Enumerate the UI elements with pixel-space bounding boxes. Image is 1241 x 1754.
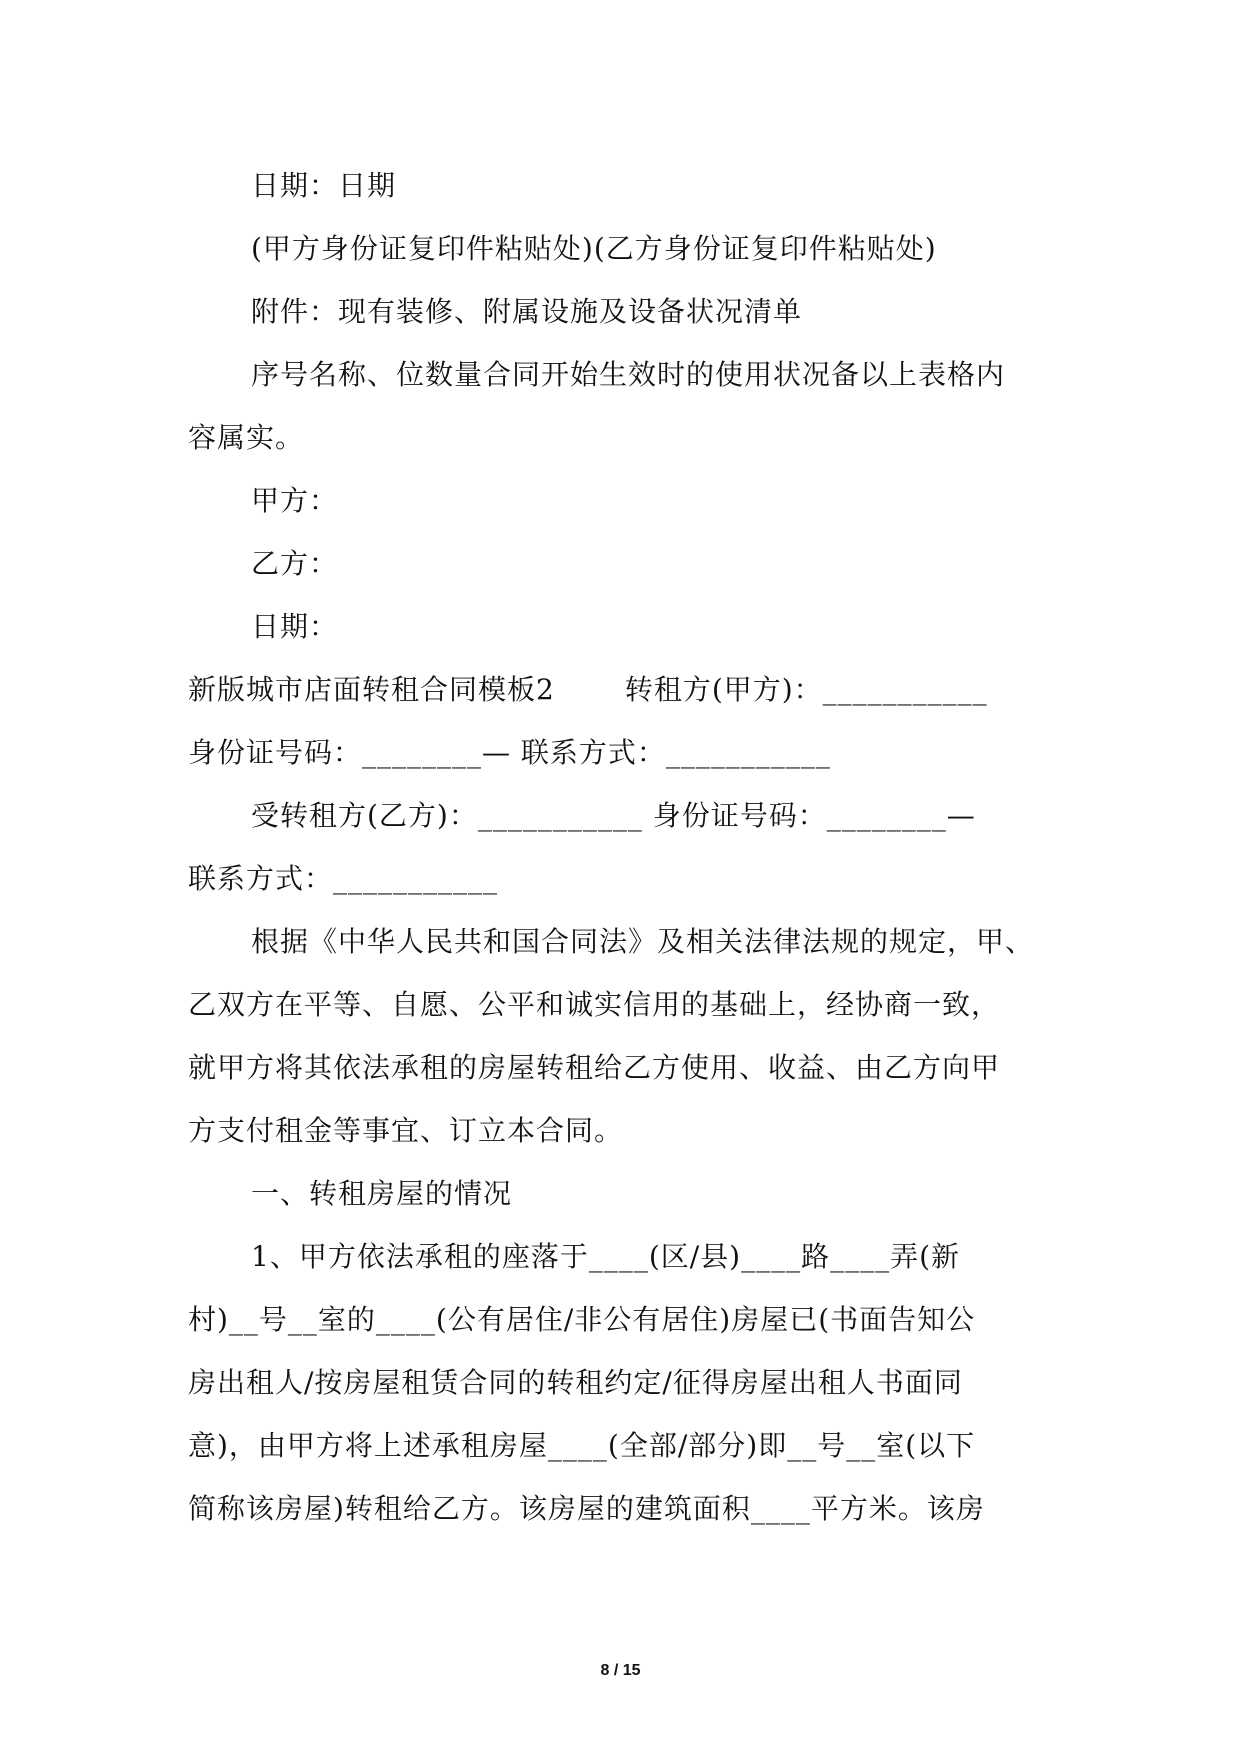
signature-label: 甲方：: [251, 484, 339, 517]
text-line: 联系方式：___________: [188, 862, 499, 895]
text-line: 房出租人/按房屋租赁合同的转租约定/征得房屋出租人书面同: [188, 1366, 963, 1399]
text-line: 村)__号__室的____(公有居住/非公有居住)房屋已(书面告知公: [188, 1303, 976, 1336]
text-line: 乙双方在平等、自愿、公平和诚实信用的基础上，经协商一致，: [188, 988, 1001, 1021]
lessor-field: 转租方(甲方)：___________: [624, 673, 988, 706]
page-number: 8 / 15: [600, 1662, 641, 1679]
text-line: 容属实。: [188, 421, 305, 454]
contract-title-line: [188, 658, 1056, 721]
text-line: 日期：日期: [251, 169, 397, 202]
text-line: 附件：现有装修、附属设施及设备状况清单: [251, 295, 803, 328]
text-line: (甲方身份证复印件粘贴处)(乙方身份证复印件粘贴处): [251, 232, 937, 265]
text-line: 就甲方将其依法承租的房屋转租给乙方使用、收益、由乙方向甲: [188, 1051, 1001, 1084]
contract-title: 新版城市店面转租合同模板2: [188, 673, 555, 706]
text-line: 身份证号码：________— 联系方式：___________: [188, 736, 831, 769]
text-line: 受转租方(乙方)：___________ 身份证号码：________—: [251, 799, 976, 832]
section-heading: 一、转租房屋的情况: [251, 1177, 513, 1210]
text-line: 1、甲方依法承租的座落于____(区/县)____路____弄(新: [251, 1240, 961, 1273]
text-line: 序号名称、位数量合同开始生效时的使用状况备以上表格内: [251, 358, 1006, 391]
text-line: 方支付租金等事宜、订立本合同。: [188, 1114, 624, 1147]
text-line: 根据《中华人民共和国合同法》及相关法律法规的规定，甲、: [251, 925, 1035, 958]
signature-label: 日期：: [251, 610, 339, 643]
text-line: 意)，由甲方将上述承租房屋____(全部/部分)即__号__室(以下: [188, 1429, 976, 1462]
text-line: 简称该房屋)转租给乙方。该房屋的建筑面积____平方米。该房: [188, 1492, 985, 1525]
document-body: [188, 154, 1056, 1540]
signature-label: 乙方：: [251, 547, 339, 580]
